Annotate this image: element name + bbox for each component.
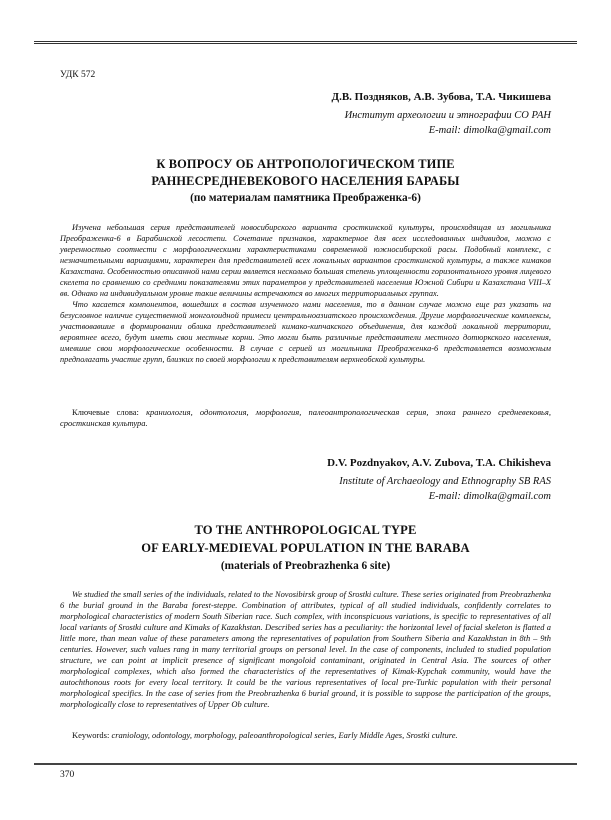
title-en-line2: OF EARLY-MEDIEVAL POPULATION IN THE BARABA bbox=[141, 541, 470, 555]
title-ru-line2: РАННЕСРЕДНЕВЕКОВОГО НАСЕЛЕНИЯ БАРАБЫ bbox=[151, 174, 460, 188]
affiliation-ru: Институт археологии и этнографии СО РАН bbox=[344, 110, 551, 121]
authors-en: D.V. Pozdnyakov, A.V. Zubova, T.A. Chikisheva bbox=[327, 457, 551, 469]
page-number: 370 bbox=[60, 770, 75, 780]
email-en[interactable]: E-mail: dimolka@gmail.com bbox=[428, 491, 551, 502]
keywords-ru-text: краниология, одонтология, морфология, палеоантропологическая серия, эпоха раннего средневековья, сросткинская культура. bbox=[60, 407, 551, 428]
abstract-ru-paragraph-1: Изучена небольшая серия представителей новосибирского варианта сросткинской культуры, происходящая из могильника Преображенка-6 в Барабинской лесостепи. Сочетание признаков, характерное для всех исследованных индивидов, можно с уверенностью соотнести с морфологическими характеристиками современной южносибирской расы. Подобный комплекс, с незначительными вариациями, характерен для представителей всех локальных вариантов сросткинской культуры, а также кимаков Казахстана. Особенностью описанной нами серии является несколько большая степень уплощенности горизонтального уровня лицевого скелета по сравнению со средними показателями этих параметров у представителей населения Южной Сибири и Казахстана VIII–X вв. Однако на индивидуальном уровне такие величины встречаются во многих территориальных группах. bbox=[60, 223, 551, 298]
abstract-en bbox=[60, 589, 551, 710]
keywords-en-label: Keywords: bbox=[72, 730, 110, 740]
footer-rule bbox=[34, 763, 577, 765]
affiliation-en: Institute of Archaeology and Ethnography SB RAS bbox=[339, 476, 551, 487]
keywords-ru-label: Ключевые слова: bbox=[72, 407, 139, 417]
keywords-en-text: craniology, odontology, morphology, paleoanthropological series, Early Middle Ages, Srostki culture. bbox=[111, 730, 458, 740]
email-ru[interactable]: E-mail: dimolka@gmail.com bbox=[428, 125, 551, 136]
udc-code: УДК 572 bbox=[60, 70, 96, 80]
title-ru-line1: К ВОПРОСУ ОБ АНТРОПОЛОГИЧЕСКОМ ТИПЕ bbox=[156, 157, 455, 171]
authors-ru: Д.В. Поздняков, А.В. Зубова, Т.А. Чикишева bbox=[331, 91, 551, 103]
header-rule bbox=[34, 41, 577, 44]
title-en-line1: TO THE ANTHROPOLOGICAL TYPE bbox=[194, 523, 417, 537]
abstract-en-paragraph: We studied the small series of the individuals, related to the Novosibirsk group of Srostki culture. These series originated from Preobrazhenka 6 the burial ground in the Baraba forest-steppe. Combination of attributes, typical of all studied individuals, confidently correlates to morphological characteristics of modern South Siberian race. Such complex, with inconspicuous variations, is specific to representatives of all local variants of Srostki culture and Kimaks of Kazakhstan. Described series has a peculiarity: the horizontal level of facial skeleton is flatted a little more, than mean value of these parameters among the representatives of population from Southern Siberia and Kazakhstan in 8th – 9th centuries. However, such values rang in many territorial groups on personal level. In the case of components, included to studied population structure, we can point at implicit presence of significant mongoloid contaminant, originated in Central Asia. The sources of other morphological complexes, which also formed the characteristics of the representatives of Kimak-Kypchak community, would have the autochthonous roots for every local territory. It could be the various representatives of local pre-Turkic population with their personal morphological specifics. In the case of series from the Preobrazhenka 6 burial ground, it is possible to suppose the participation of the groups, morphologically close to representatives of Upper Ob culture. bbox=[60, 589, 551, 709]
subtitle-en: (materials of Preobrazhenka 6 site) bbox=[220, 560, 391, 572]
keywords-en bbox=[60, 730, 551, 741]
abstract-ru-paragraph-2: Что касается компонентов, вошедших в состав изученного нами населения, то в данном случае можно еще раз указать на безусловное наличие существенной монголоидной примеси центральноазиатского происхождения. Другие морфологические комплексы, участвовавшие в формировании облика представителей кимако-кипчакского объединения, для каждой локальной территории, вероятнее всего, будут иметь свои местные корни. Это могли быть различные представители местного дотюркского населения, имевшие свои морфологические особенности. В случае с серией из могильника Преображенка-6 представляется возможным предполагать участие групп, близких по своей морфологии к представителям верхнеобской культуры. bbox=[60, 300, 551, 364]
keywords-ru bbox=[60, 407, 551, 429]
abstract-ru bbox=[60, 222, 551, 365]
subtitle-ru: (по материалам памятника Преображенка-6) bbox=[190, 192, 421, 204]
